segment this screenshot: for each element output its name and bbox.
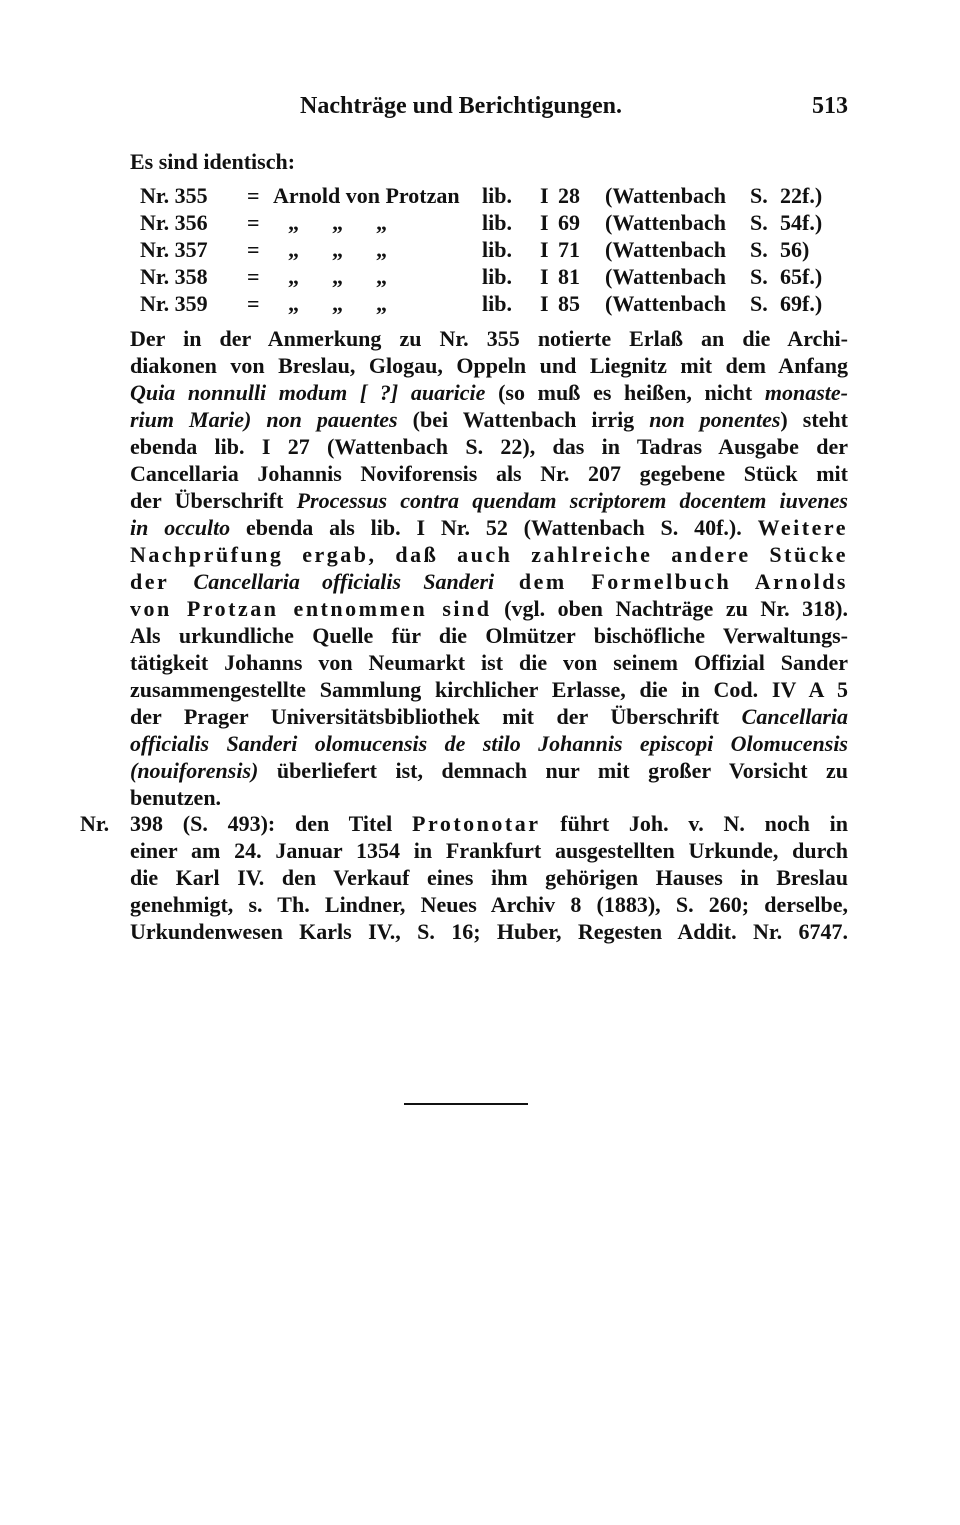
text-line: [130, 406, 848, 433]
intro-line: Es sind identisch:: [130, 149, 296, 174]
row-s: S.: [750, 183, 768, 208]
table-row: [140, 209, 840, 236]
text-line: benutzen.: [130, 785, 222, 810]
row-page: 69f.): [780, 291, 823, 316]
latin-quote: non ponentes: [649, 407, 781, 432]
latin-quote: Processus contra quendam scriptorem docentem iuvenes: [296, 488, 848, 513]
table-row: [140, 290, 840, 317]
row-book: I: [540, 210, 549, 235]
row-nr: Nr. 359: [140, 291, 208, 316]
row-author: Arnold von Protzan: [273, 183, 460, 208]
text-line: [130, 568, 848, 595]
spaced-text: der: [130, 569, 194, 594]
row-num: 81: [558, 264, 580, 289]
row-book: I: [540, 183, 549, 208]
row-eq: =: [247, 264, 260, 289]
entry-label: Nr.: [80, 811, 110, 836]
running-header: [300, 93, 860, 127]
text-line: [130, 703, 848, 730]
text-line: Der in der Anmerkung zu Nr. 355 notierte Erlaß an die Archi-: [130, 326, 848, 351]
latin-quote: (nouiforensis): [130, 758, 259, 783]
text-line: tätigkeit Johanns von Neumarkt ist die von seinem Offizial Sander: [130, 650, 848, 675]
row-eq: =: [247, 291, 260, 316]
row-page: 56): [780, 237, 810, 262]
row-ref: (Wattenbach: [605, 291, 726, 316]
text-line: [130, 487, 848, 514]
latin-quote: officialis Sanderi olomucensis de stilo Johannis episcopi Olomucensis: [130, 731, 848, 756]
spaced-text: dem Formelbuch Arnolds: [494, 569, 848, 594]
row-num: 71: [558, 237, 580, 262]
row-s: S.: [750, 291, 768, 316]
row-ref: (Wattenbach: [605, 210, 726, 235]
text-line: [130, 757, 848, 784]
row-eq: =: [247, 210, 260, 235]
row-lib: lib.: [482, 183, 512, 208]
text-line: [130, 514, 848, 541]
text-span: ) steht: [780, 407, 848, 432]
text-line: [130, 730, 848, 757]
text-line: diakonen von Breslau, Glogau, Oppeln und Liegnitz mit dem Anfang: [130, 353, 848, 378]
row-nr: Nr. 358: [140, 264, 208, 289]
page-number: 513: [812, 93, 848, 119]
latin-quote: Cancellaria officialis Sanderi: [193, 569, 495, 594]
latin-quote: rium Marie) non pauentes: [130, 407, 398, 432]
text-line: [130, 595, 848, 622]
table-row: [140, 182, 840, 209]
text-span: (vgl. oben Nachträge zu Nr. 318).: [491, 596, 848, 621]
row-nr: Nr. 355: [140, 183, 208, 208]
row-num: 85: [558, 291, 580, 316]
row-s: S.: [750, 264, 768, 289]
text-line: genehmigt, s. Th. Lindner, Neues Archiv 8 (1883), S. 260; derselbe,: [130, 892, 848, 917]
row-eq: =: [247, 183, 260, 208]
text-line: die Karl IV. den Verkauf eines ihm gehörigen Hauses in Breslau: [130, 865, 848, 890]
text-line: Als urkundliche Quelle für die Olmützer bischöfliche Verwaltungs-: [130, 623, 848, 648]
spaced-text: von Protzan entnommen sind: [130, 596, 492, 621]
text-span: 398 (S. 493): den Titel: [130, 811, 413, 836]
text-span: der Prager Universitätsbibliothek mit der Überschrift: [130, 704, 742, 729]
row-num: 28: [558, 183, 580, 208]
text-line: zusammengestellte Sammlung kirchlicher Erlasse, die in Cod. IV A 5: [130, 677, 848, 702]
row-page: 22f.): [780, 183, 823, 208]
text-span: (so muß es heißen, nicht: [485, 380, 765, 405]
running-title: Nachträge und Berichtigungen.: [300, 93, 623, 119]
spaced-text: Protonotar: [412, 811, 541, 836]
row-author: „ „ „: [288, 237, 387, 262]
text-line: ebenda lib. I 27 (Wattenbach S. 22), das in Tadras Ausgabe der: [130, 434, 848, 459]
latin-quote: Cancellaria: [741, 704, 848, 729]
row-author: „ „ „: [288, 210, 387, 235]
row-lib: lib.: [482, 264, 512, 289]
latin-quote: in occulto: [130, 515, 231, 540]
table-row: [140, 236, 840, 263]
row-book: I: [540, 237, 549, 262]
row-ref: (Wattenbach: [605, 183, 726, 208]
latin-quote: monaste-: [764, 380, 848, 405]
row-lib: lib.: [482, 237, 512, 262]
row-lib: lib.: [482, 291, 512, 316]
latin-quote: Quia nonnulli modum [ ?] auaricie: [130, 380, 486, 405]
row-author: „ „ „: [288, 264, 387, 289]
row-nr: Nr. 356: [140, 210, 208, 235]
row-ref: (Wattenbach: [605, 264, 726, 289]
row-s: S.: [750, 210, 768, 235]
text-span: überliefert ist, demnach nur mit großer Vorsicht zu: [258, 758, 848, 783]
text-line: [130, 379, 848, 406]
row-page: 65f.): [780, 264, 823, 289]
row-num: 69: [558, 210, 580, 235]
spaced-text: Weitere: [757, 515, 848, 540]
row-book: I: [540, 264, 549, 289]
section-rule: [404, 1103, 528, 1105]
text-line: [130, 810, 848, 837]
text-line: Urkundenwesen Karls IV., S. 16; Huber, Regesten Addit. Nr. 6747.: [130, 919, 848, 944]
spaced-line: Nachprüfung ergab, daß auch zahlreiche andere Stücke: [130, 542, 848, 567]
text-span: der Überschrift: [130, 488, 297, 513]
table-row: [140, 263, 840, 290]
text-line: einer am 24. Januar 1354 in Frankfurt ausgestellten Urkunde, durch: [130, 838, 848, 863]
row-nr: Nr. 357: [140, 237, 208, 262]
row-lib: lib.: [482, 210, 512, 235]
row-eq: =: [247, 237, 260, 262]
text-span: ebenda als lib. I Nr. 52 (Wattenbach S. 40f.).: [230, 515, 758, 540]
text-span: (bei Wattenbach irrig: [397, 407, 650, 432]
row-ref: (Wattenbach: [605, 237, 726, 262]
text-span: führt Joh. v. N. noch in: [540, 811, 848, 836]
row-author: „ „ „: [288, 291, 387, 316]
row-page: 54f.): [780, 210, 823, 235]
row-s: S.: [750, 237, 768, 262]
row-book: I: [540, 291, 549, 316]
text-line: Cancellaria Johannis Noviforensis als Nr. 207 gegebene Stück mit: [130, 461, 848, 486]
